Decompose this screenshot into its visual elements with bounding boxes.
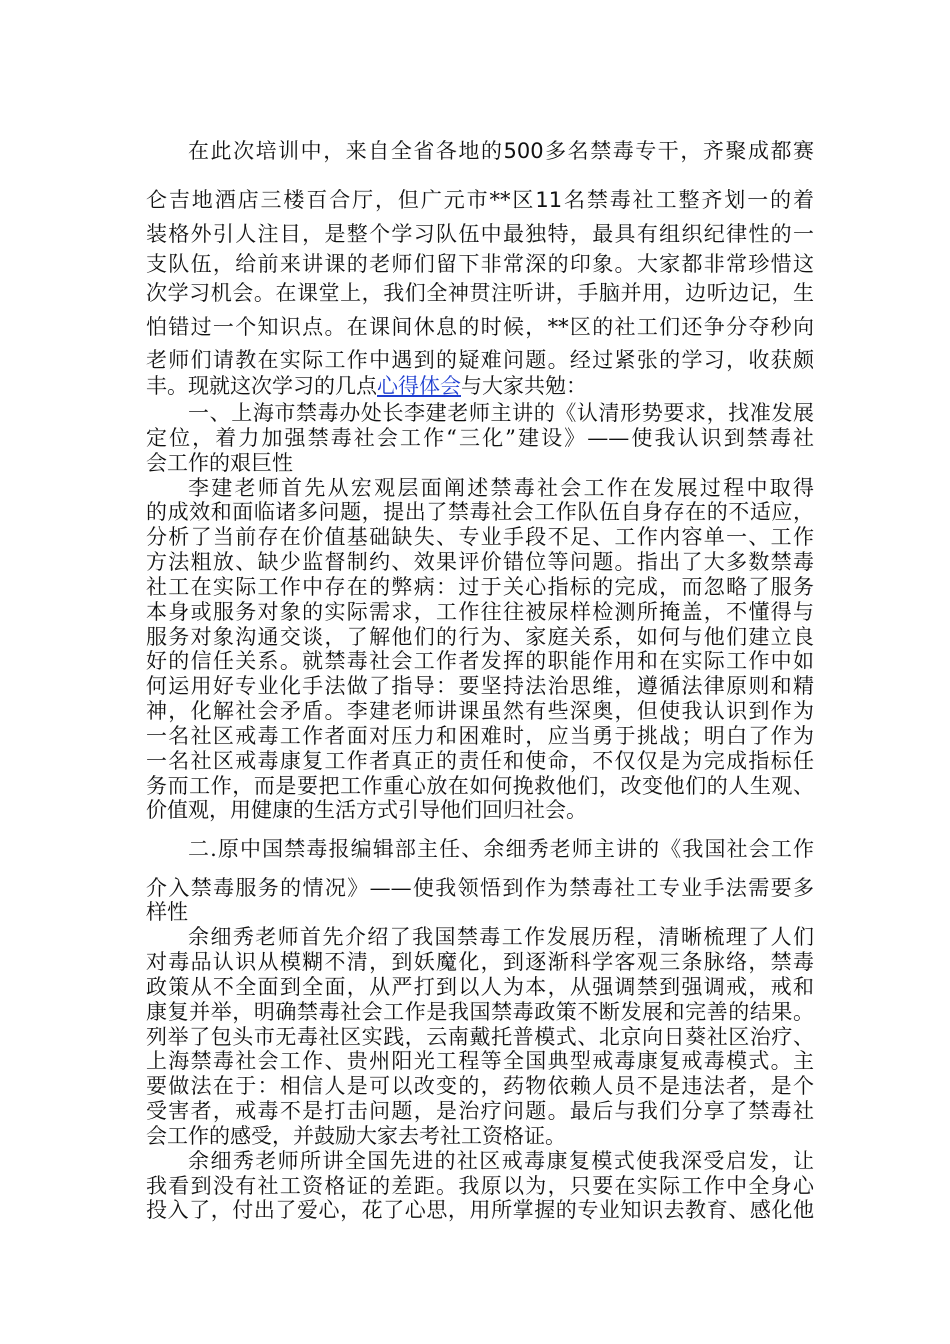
text-line: 装格外引人注目，是整个学习队伍中最独特，最具有组织纪律性的一 xyxy=(146,222,814,246)
heading-line: 二.原中国禁毒报编辑部主任、余细秀老师主讲的《我国社会工作 xyxy=(188,837,814,861)
text-line: 一名社区戒毒工作者面对压力和困难时，应当勇于挑战；明白了作为 xyxy=(146,724,814,748)
heading-line: 一、上海市禁毒办处长李建老师主讲的《认清形势要求，找准发展 xyxy=(188,401,814,425)
text-line: 价值观，用健康的生活方式引导他们回归社会。 xyxy=(146,798,587,822)
text-line xyxy=(188,138,814,164)
text-line: 列举了包头市无毒社区实践，云南戴托普模式、北京向日葵社区治疗、 xyxy=(146,1025,814,1049)
text-line: 服务对象沟通交谈，了解他们的行为、家庭关系，如何与他们建立良 xyxy=(146,625,814,649)
text-line xyxy=(146,187,814,213)
text-line: 神，化解社会矛盾。李建老师讲课虽然有些深奥，但使我认识到作为 xyxy=(146,699,814,723)
text-line: 务而工作，而是要把工作重心放在如何挽救他们，改变他们的人生观、 xyxy=(146,774,814,798)
text-line: 会工作的感受，并鼓励大家去考社工资格证。 xyxy=(146,1124,566,1148)
text-line: 会工作的艰巨性 xyxy=(146,451,293,475)
text-line: 余细秀老师首先介绍了我国禁毒工作发展历程，清晰梳理了人们 xyxy=(188,925,814,949)
text-segment: 在此次培训中，来自全省各地的 xyxy=(188,139,504,163)
text-line: 余细秀老师所讲全国先进的社区戒毒康复模式使我深受启发，让 xyxy=(188,1149,814,1173)
text-line: 好的信任关系。就禁毒社会工作者发挥的职能作用和在实际工作中如 xyxy=(146,649,814,673)
text-line: 我看到没有社工资格证的差距。我原以为，只要在实际工作中全身心 xyxy=(146,1174,814,1198)
text-line: 政策从不全面到全面，从严打到以人为本，从强调禁到强调戒，戒和 xyxy=(146,975,814,999)
text-line xyxy=(146,373,814,399)
text-line: 对毒品认识从模糊不清，到妖魔化，到逐渐科学客观三条脉络，禁毒 xyxy=(146,950,814,974)
text-segment: 丰。现就这次学习的几点 xyxy=(146,374,377,398)
text-line: 要做法在于：相信人是可以改变的，药物依赖人员不是违法者，是个 xyxy=(146,1074,814,1098)
text-line: 本身或服务对象的实际需求，工作往往被尿样检测所掩盖，不懂得与 xyxy=(146,600,814,624)
text-line: 投入了，付出了爱心，花了心思，用所掌握的专业知识去教育、感化他 xyxy=(146,1198,814,1222)
text-segment: 多名禁毒专干，齐聚成都赛 xyxy=(543,139,815,163)
text-line: 方法粗放、缺少监督制约、效果评价错位等问题。指出了大多数禁毒 xyxy=(146,550,814,574)
text-line: 次学习机会。在课堂上，我们全神贯注听讲，手脑并用，边听边记，生 xyxy=(146,281,814,305)
text-line: 的成效和面临诸多问题，提出了禁毒社会工作队伍自身存在的不适应， xyxy=(146,500,814,524)
text-line: 康复并举，明确禁毒社会工作是我国禁毒政策不断发展和完善的结果。 xyxy=(146,1000,814,1024)
text-line: 样性 xyxy=(146,900,188,924)
number-segment: 500 xyxy=(503,139,544,163)
text-line: 怕错过一个知识点。在课间休息的时候，**区的社工们还争分夺秒向 xyxy=(146,315,814,339)
text-segment: 名禁毒社工整齐划一的着 xyxy=(562,188,815,212)
text-line: 上海禁毒社会工作、贵州阳光工程等全国典型戒毒康复戒毒模式。主 xyxy=(146,1049,814,1073)
text-line: 李建老师首先从宏观层面阐述禁毒社会工作在发展过程中取得 xyxy=(188,476,814,500)
text-segment: 与大家共勉： xyxy=(461,374,587,398)
text-line: 一名社区戒毒康复工作者真正的责任和使命，不仅仅是为完成指标任 xyxy=(146,749,814,773)
number-segment: 11 xyxy=(535,188,563,212)
text-line: 定位，着力加强禁毒社会工作“三化”建设》——使我认识到禁毒社 xyxy=(146,426,814,450)
experience-link[interactable]: 心得体会 xyxy=(377,374,461,398)
text-line: 介入禁毒服务的情况》——使我领悟到作为禁毒社工专业手法需要多 xyxy=(146,876,814,900)
text-line: 社工在实际工作中存在的弊病：过于关心指标的完成，而忽略了服务 xyxy=(146,575,814,599)
text-line: 分析了当前存在价值基础缺失、专业手段不足、工作内容单一、工作 xyxy=(146,525,814,549)
text-line: 何运用好专业化手法做了指导：要坚持法治思维，遵循法律原则和精 xyxy=(146,674,814,698)
text-segment: 仑吉地酒店三楼百合厅，但广元市**区 xyxy=(146,188,536,212)
text-line: 受害者，戒毒不是打击问题，是治疗问题。最后与我们分享了禁毒社 xyxy=(146,1099,814,1123)
text-line: 支队伍，给前来讲课的老师们留下非常深的印象。大家都非常珍惜这 xyxy=(146,252,814,276)
text-line: 老师们请教在实际工作中遇到的疑难问题。经过紧张的学习，收获颇 xyxy=(146,348,814,372)
